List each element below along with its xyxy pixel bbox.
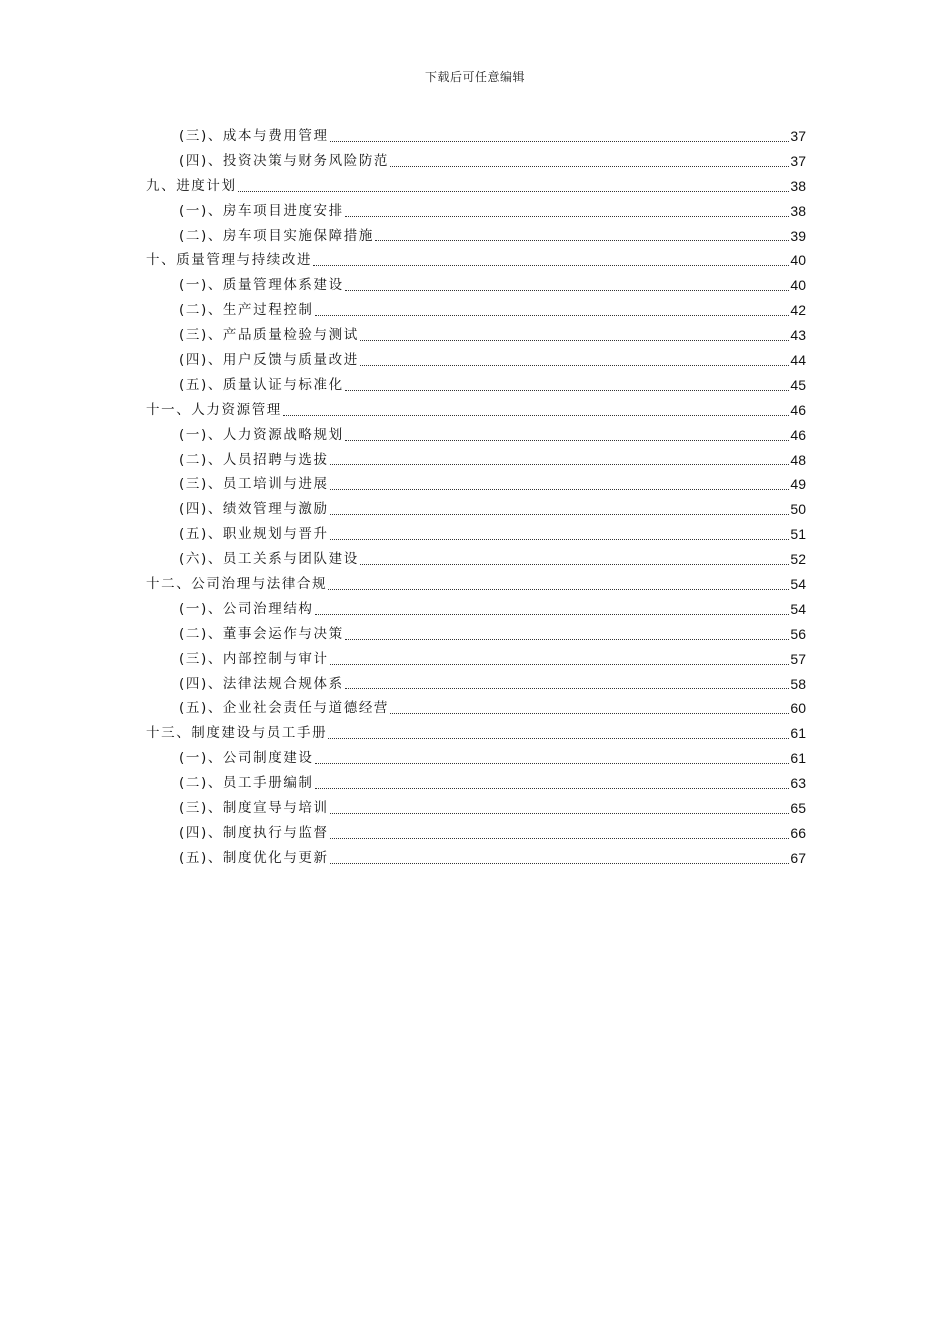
toc-entry-label: 十一、人力资源管理 <box>146 401 282 418</box>
toc-section-entry[interactable] <box>146 224 806 249</box>
toc-dot-leader <box>375 224 789 249</box>
toc-entry-label: 十三、制度建设与员工手册 <box>146 725 328 742</box>
toc-entry-label: (四)、用户反馈与质量改进 <box>179 352 359 368</box>
toc-entry-label: (六)、员工关系与团队建设 <box>179 551 359 568</box>
toc-entry-label: (五)、质量认证与标准化 <box>179 376 344 393</box>
toc-page-number: 40 <box>790 277 806 294</box>
toc-entry-label: (一)、人力资源战略规划 <box>179 426 344 443</box>
toc-dot-leader <box>328 572 789 597</box>
toc-chapter-entry[interactable] <box>146 248 806 273</box>
toc-dot-leader <box>315 298 790 323</box>
toc-dot-leader <box>283 398 790 423</box>
toc-entry-label: (一)、房车项目进度安排 <box>179 202 344 219</box>
toc-page-number: 38 <box>790 177 806 194</box>
toc-dot-leader <box>345 423 790 448</box>
toc-section-entry[interactable] <box>146 448 806 473</box>
toc-dot-leader <box>330 472 790 497</box>
toc-dot-leader <box>390 149 789 174</box>
toc-section-entry[interactable] <box>146 373 806 398</box>
toc-entry-label: (三)、内部控制与审计 <box>179 650 329 667</box>
toc-entry-label: (四)、绩效管理与激励 <box>179 501 329 518</box>
toc-entry-label: (三)、产品质量检验与测试 <box>179 327 359 344</box>
toc-page-number: 56 <box>790 625 806 642</box>
toc-section-entry[interactable] <box>146 622 806 647</box>
toc-entry-label: 十二、公司治理与法律合规 <box>146 576 328 593</box>
toc-entry-label: (二)、董事会运作与决策 <box>179 625 344 642</box>
toc-page-number: 46 <box>790 426 806 443</box>
toc-section-entry[interactable] <box>146 796 806 821</box>
toc-section-entry[interactable] <box>146 547 806 572</box>
toc-page-number: 54 <box>790 600 806 617</box>
toc-entry-label: 九、进度计划 <box>146 177 237 194</box>
toc-section-entry[interactable] <box>146 647 806 672</box>
toc-dot-leader <box>360 547 790 572</box>
toc-entry-label: (一)、质量管理体系建设 <box>179 277 344 294</box>
toc-page-number: 37 <box>790 127 806 144</box>
toc-section-entry[interactable] <box>146 846 806 871</box>
toc-dot-leader <box>345 273 790 298</box>
toc-page-number: 61 <box>790 725 806 742</box>
toc-chapter-entry[interactable] <box>146 174 806 199</box>
toc-chapter-entry[interactable] <box>146 572 806 597</box>
toc-page-number: 49 <box>790 476 806 493</box>
toc-page-number: 46 <box>790 401 806 418</box>
toc-page-number: 57 <box>790 650 806 667</box>
toc-dot-leader <box>330 522 790 547</box>
toc-dot-leader <box>345 622 790 647</box>
toc-entry-label: (二)、人员招聘与选拔 <box>179 451 329 468</box>
toc-page-number: 65 <box>790 800 806 817</box>
toc-dot-leader <box>238 174 790 199</box>
toc-page-number: 44 <box>790 352 806 368</box>
toc-dot-leader <box>330 124 790 149</box>
toc-dot-leader <box>330 846 790 871</box>
toc-entry-label: (五)、企业社会责任与道德经营 <box>179 700 390 717</box>
toc-page-number: 67 <box>790 849 806 866</box>
toc-page-number: 50 <box>790 501 806 518</box>
toc-section-entry[interactable] <box>146 124 806 149</box>
toc-section-entry[interactable] <box>146 771 806 796</box>
toc-dot-leader <box>330 497 790 522</box>
toc-dot-leader <box>330 821 790 846</box>
toc-section-entry[interactable] <box>146 472 806 497</box>
toc-page-number: 38 <box>790 202 806 219</box>
toc-page-number: 39 <box>790 227 806 244</box>
table-of-contents <box>146 124 806 871</box>
toc-section-entry[interactable] <box>146 696 806 721</box>
toc-page-number: 37 <box>790 152 806 169</box>
toc-entry-label: (三)、制度宣导与培训 <box>179 800 329 817</box>
toc-page-number: 51 <box>790 526 806 543</box>
toc-dot-leader <box>345 199 790 224</box>
toc-page-number: 48 <box>790 451 806 468</box>
toc-dot-leader <box>330 647 790 672</box>
toc-chapter-entry[interactable] <box>146 398 806 423</box>
toc-page-number: 63 <box>790 775 806 792</box>
toc-entry-label: 十、质量管理与持续改进 <box>146 252 313 269</box>
toc-entry-label: (五)、职业规划与晋升 <box>179 526 329 543</box>
toc-section-entry[interactable] <box>146 323 806 348</box>
toc-entry-label: (四)、投资决策与财务风险防范 <box>179 152 390 169</box>
toc-section-entry[interactable] <box>146 298 806 323</box>
toc-page-number: 61 <box>790 750 806 767</box>
toc-page-number: 45 <box>790 376 806 393</box>
toc-dot-leader <box>390 696 789 721</box>
toc-entry-label: (一)、公司治理结构 <box>179 600 314 617</box>
toc-dot-leader <box>315 771 790 796</box>
toc-page-number: 43 <box>790 327 806 344</box>
toc-page-number: 58 <box>790 675 806 692</box>
toc-section-entry[interactable] <box>146 273 806 298</box>
toc-page-number: 66 <box>790 824 806 841</box>
toc-dot-leader <box>360 323 790 348</box>
header-note: 下载后可任意编辑 <box>424 70 525 84</box>
toc-entry-label: (四)、制度执行与监督 <box>179 824 329 841</box>
toc-dot-leader <box>345 672 790 697</box>
toc-page-number: 60 <box>790 700 806 717</box>
toc-dot-leader <box>360 348 790 373</box>
toc-dot-leader <box>330 796 790 821</box>
toc-section-entry[interactable] <box>146 423 806 448</box>
toc-dot-leader <box>315 746 790 771</box>
toc-section-entry[interactable] <box>146 672 806 697</box>
toc-entry-label: (三)、成本与费用管理 <box>179 127 329 144</box>
toc-dot-leader <box>328 721 789 746</box>
toc-page-number: 52 <box>790 551 806 568</box>
toc-chapter-entry[interactable] <box>146 721 806 746</box>
toc-dot-leader <box>330 448 790 473</box>
toc-entry-label: (五)、制度优化与更新 <box>179 849 329 866</box>
toc-entry-label: (二)、员工手册编制 <box>179 775 314 792</box>
toc-section-entry[interactable] <box>146 199 806 224</box>
toc-page-number: 42 <box>790 302 806 319</box>
toc-section-entry[interactable] <box>146 597 806 622</box>
toc-entry-label: (二)、房车项目实施保障措施 <box>179 227 374 244</box>
toc-page-number: 54 <box>790 576 806 593</box>
toc-entry-label: (二)、生产过程控制 <box>179 302 314 319</box>
toc-section-entry[interactable] <box>146 149 806 174</box>
toc-dot-leader <box>313 248 789 273</box>
toc-section-entry[interactable] <box>146 522 806 547</box>
toc-page-number: 40 <box>790 252 806 269</box>
toc-section-entry[interactable] <box>146 821 806 846</box>
toc-section-entry[interactable] <box>146 497 806 522</box>
toc-dot-leader <box>345 373 790 398</box>
toc-dot-leader <box>315 597 790 622</box>
toc-entry-label: (四)、法律法规合规体系 <box>179 675 344 692</box>
toc-section-entry[interactable] <box>146 746 806 771</box>
toc-section-entry[interactable] <box>146 348 806 373</box>
toc-entry-label: (一)、公司制度建设 <box>179 750 314 767</box>
toc-entry-label: (三)、员工培训与进展 <box>179 476 329 493</box>
